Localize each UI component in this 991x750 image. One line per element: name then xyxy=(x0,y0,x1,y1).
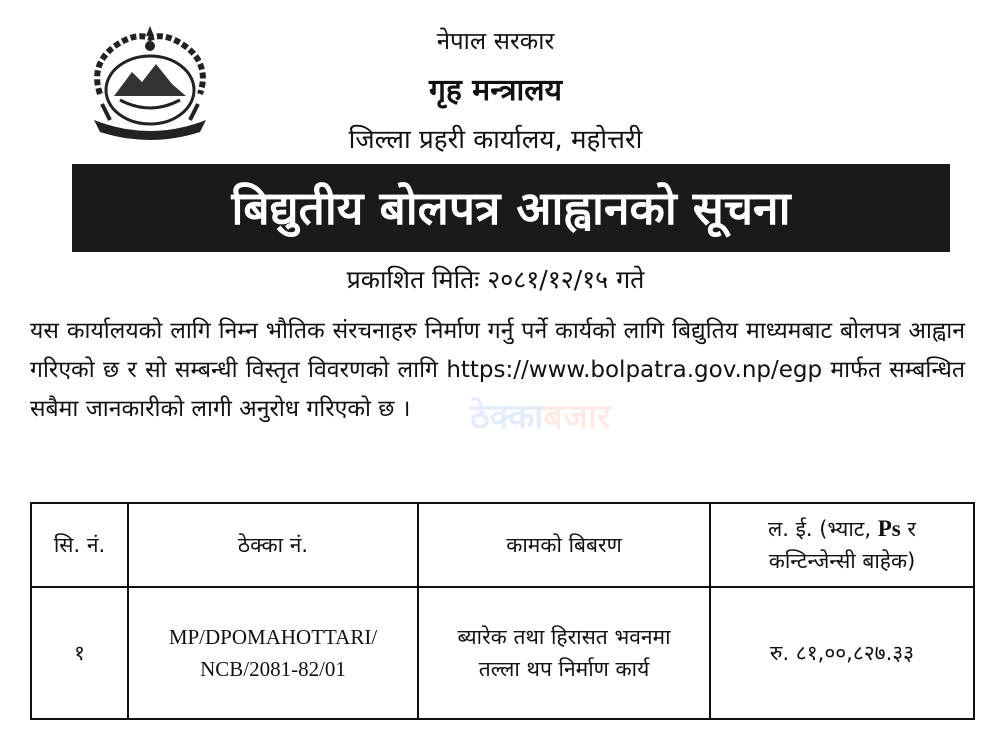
ministry-name: गृह मन्त्रालय xyxy=(428,73,563,108)
office-name: जिल्ला प्रहरी कार्यालय, महोत्तरी xyxy=(348,125,643,155)
row-contract-no xyxy=(128,587,418,719)
header-cost-ps: Ps xyxy=(877,516,901,541)
bid-table xyxy=(30,502,975,720)
watermark-part2: बजार xyxy=(543,397,611,437)
government-name: नेपाल सरकार xyxy=(436,27,555,55)
row-description-line1: ब्यारेक तथा हिरासत भवनमा xyxy=(457,625,671,649)
notice-body-intro: यस कार्यालयको लागि निम्न भौतिक संरचनाहरु निर्माण गर्नु पर्ने कार्यको लागि बिद्युतिय माध्यमबाट बोलपत्र आह्वान गरिएको छ र सो सम्बन्धी विस्तृत विवरणको लागि xyxy=(30,318,965,383)
notice-body-outro: मार्फत सम्बन्धित सबैमा जानकारीको लागी अनुरोध गरिएको छ । xyxy=(30,357,966,422)
header-description: कामको बिबरण xyxy=(418,503,710,587)
egp-url-link[interactable]: https://www.bolpatra.gov.np/egp xyxy=(446,357,823,383)
table-row xyxy=(31,587,974,719)
header-contract-no: ठेक्का नं. xyxy=(128,503,418,587)
row-description xyxy=(418,587,710,719)
header-cost-line1: ल. ई. (भ्याट, xyxy=(767,517,872,541)
header-cost-line2: कन्टिन्जेन्सी बाहेक) xyxy=(768,549,916,573)
notice-title-banner: बिद्युतीय बोलपत्र आह्वानको सूचना xyxy=(72,164,950,252)
header-cost-estimate xyxy=(710,503,974,587)
row-serial: १ xyxy=(31,587,128,719)
notice-body xyxy=(30,312,965,429)
row-amount: रु. ८१,००,८२७.३३ xyxy=(710,587,974,719)
header-serial: सि. नं. xyxy=(31,503,128,587)
row-description-line2: तल्ला थप निर्माण कार्य xyxy=(478,657,650,681)
published-date: प्रकाशित मितिः २०८१/१२/१५ गते xyxy=(346,265,645,294)
table-header-row xyxy=(31,503,974,587)
row-contract-line2: NCB/2081-82/01 xyxy=(200,657,346,681)
header-cost-and: र xyxy=(907,517,917,541)
watermark-part1: ठेक्का xyxy=(470,397,544,437)
row-contract-line1: MP/DPOMAHOTTARI/ xyxy=(168,625,378,649)
